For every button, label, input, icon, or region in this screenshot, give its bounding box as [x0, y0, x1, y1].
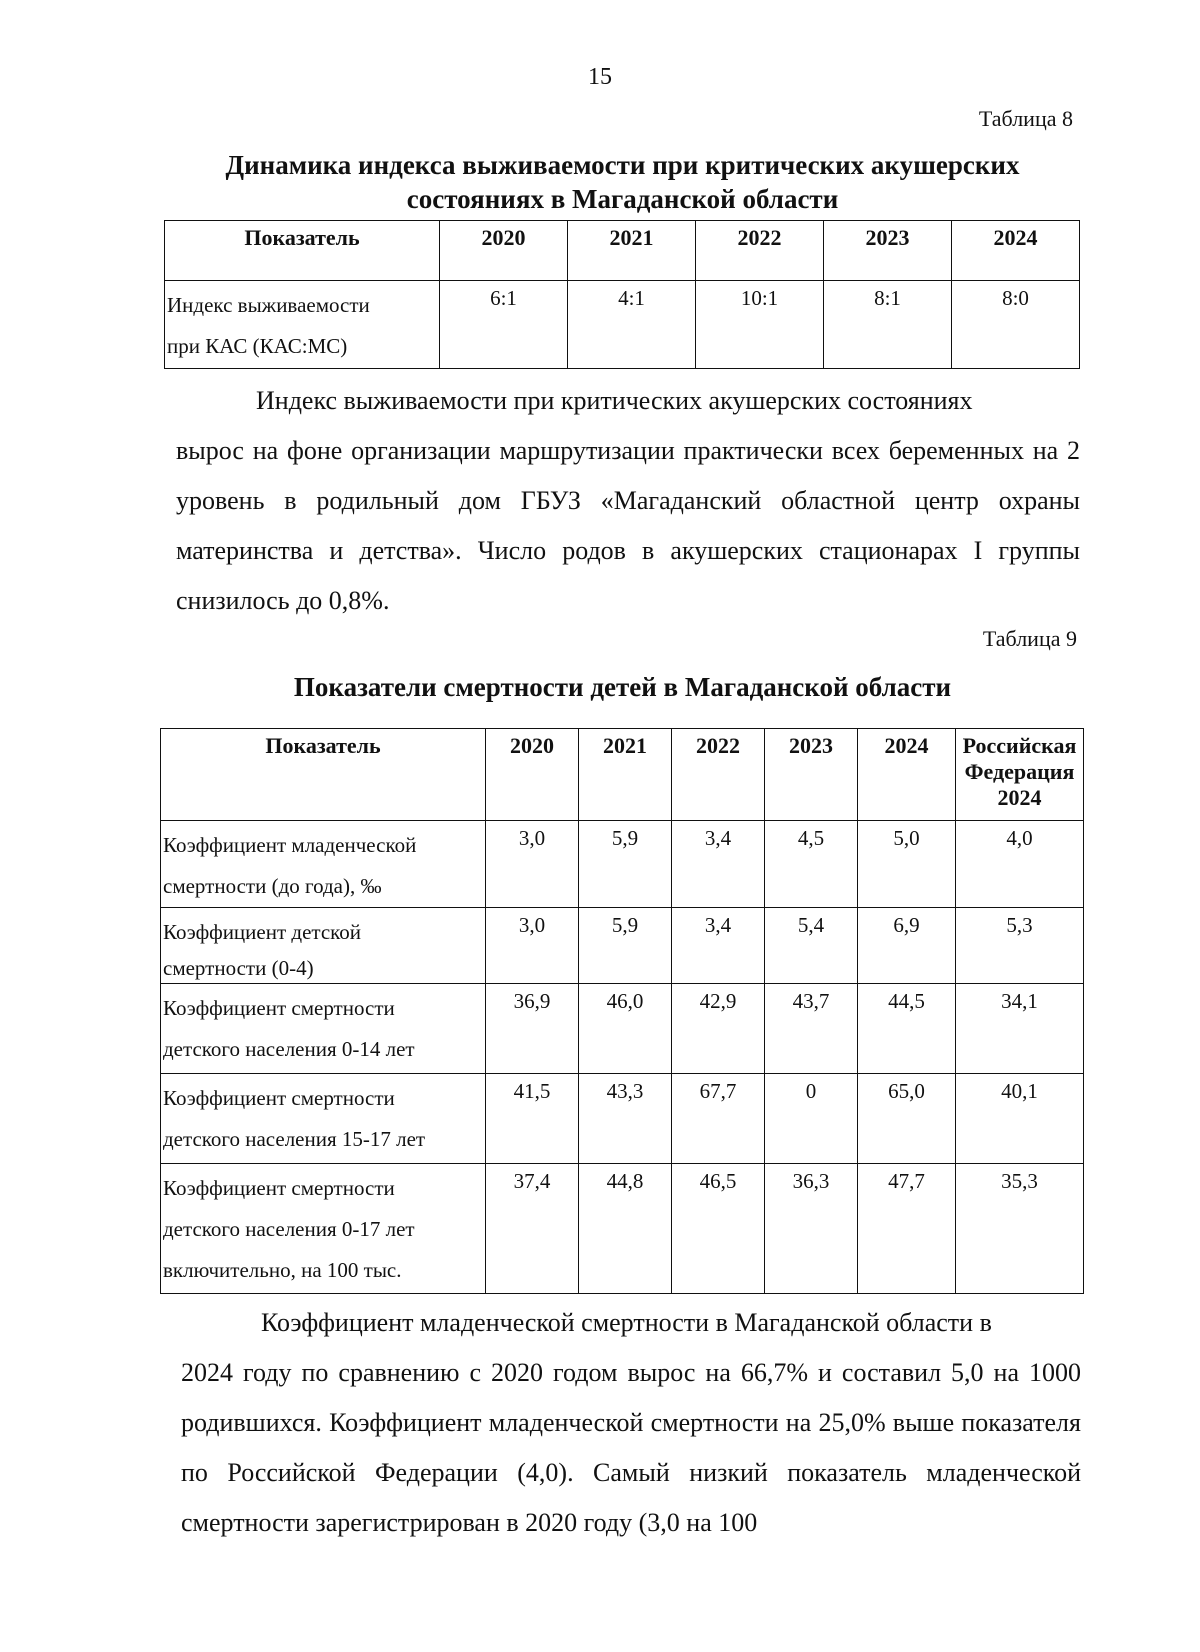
row-label-line: смертности (до года), ‰ — [163, 874, 382, 898]
table-cell: 5,0 — [858, 821, 956, 908]
row-label-line: детского населения 0-17 лет — [163, 1217, 415, 1241]
table-cell: 6,9 — [858, 908, 956, 984]
table-9 — [160, 728, 1084, 1294]
table-cell: 47,7 — [858, 1164, 956, 1294]
table-cell: 36,9 — [486, 984, 579, 1074]
column-header: 2022 — [696, 221, 824, 281]
header-line: Российская — [962, 733, 1077, 758]
table-cell: 4,5 — [765, 821, 858, 908]
row-label — [161, 1074, 486, 1164]
paragraph-2-first-line: Коэффициент младенческой смертности в Магаданской области в — [261, 1308, 992, 1337]
table-cell: 65,0 — [858, 1074, 956, 1164]
table-cell: 36,3 — [765, 1164, 858, 1294]
table-cell: 3,4 — [672, 908, 765, 984]
table-cell: 43,3 — [579, 1074, 672, 1164]
row-label-line: Индекс выживаемости — [167, 293, 370, 317]
column-header: Показатель — [161, 729, 486, 821]
row-label-line: включительно, на 100 тыс. — [163, 1258, 402, 1282]
row-label-line: Коэффициент смертности — [163, 996, 395, 1020]
table-cell: 5,3 — [956, 908, 1084, 984]
table-row — [161, 1074, 1084, 1164]
table-cell: 8:0 — [952, 281, 1080, 369]
table-cell: 44,8 — [579, 1164, 672, 1294]
row-label-line: смертности (0-4) — [163, 956, 314, 980]
table-cell: 37,4 — [486, 1164, 579, 1294]
row-label — [161, 984, 486, 1074]
page-number: 15 — [588, 64, 612, 90]
table-cell: 4:1 — [568, 281, 696, 369]
row-label — [161, 821, 486, 908]
table-8-title-line-2: состояниях в Магаданской области — [406, 184, 839, 214]
table-row — [161, 984, 1084, 1074]
column-header: 2023 — [765, 729, 858, 821]
row-label — [161, 908, 486, 984]
table-9-header-row — [161, 729, 1084, 821]
paragraph-1 — [176, 376, 1080, 626]
table-cell: 67,7 — [672, 1074, 765, 1164]
table-cell: 10:1 — [696, 281, 824, 369]
row-label-line: Коэффициент детской — [163, 920, 362, 944]
table-9-label: Таблица 9 — [982, 626, 1077, 651]
row-label-line: Коэффициент смертности — [163, 1086, 395, 1110]
table-cell: 46,0 — [579, 984, 672, 1074]
column-header: 2020 — [486, 729, 579, 821]
table-cell: 5,9 — [579, 821, 672, 908]
table-cell: 44,5 — [858, 984, 956, 1074]
table-cell: 5,9 — [579, 908, 672, 984]
table-row — [161, 821, 1084, 908]
table-row — [165, 281, 1080, 369]
column-header: 2023 — [824, 221, 952, 281]
column-header: Показатель — [165, 221, 440, 281]
header-line: Федерация — [964, 759, 1075, 784]
row-label-line: Коэффициент младенческой — [163, 833, 417, 857]
table-cell: 3,0 — [486, 908, 579, 984]
table-cell: 6:1 — [440, 281, 568, 369]
column-header: 2024 — [858, 729, 956, 821]
table-8 — [164, 220, 1080, 369]
paragraph-1-text: вырос на фоне организации маршрутизации практически всех беременных на 2 уровень в родильный дом ГБУЗ «Магаданский областной центр охраны материнства и детства». Число родов в акушерских стационарах I группы снизилось до 0,8%. — [176, 436, 1080, 615]
column-header-russian-federation — [956, 729, 1084, 821]
column-header: 2021 — [568, 221, 696, 281]
table-8-label: Таблица 8 — [978, 106, 1073, 131]
table-cell: 42,9 — [672, 984, 765, 1074]
column-header: 2021 — [579, 729, 672, 821]
table-cell: 43,7 — [765, 984, 858, 1074]
column-header: 2022 — [672, 729, 765, 821]
paragraph-2-text: 2024 году по сравнению с 2020 годом вырос на 66,7% и составил 5,0 на 1000 родившихся. Коэффициент младенческой смертности на 25,0% выше показателя по Российской Федерации (4,0). Самый низкий показатель младенческой смертности зарегистрирован в 2020 году (3,0 на 100 — [181, 1358, 1081, 1537]
table-cell: 40,1 — [956, 1074, 1084, 1164]
table-8-header-row — [165, 221, 1080, 281]
table-8-title-line-1: Динамика индекса выживаемости при критических акушерских — [225, 150, 1020, 180]
row-label-line: детского населения 0-14 лет — [163, 1037, 415, 1061]
table-cell: 46,5 — [672, 1164, 765, 1294]
table-cell: 5,4 — [765, 908, 858, 984]
table-row — [161, 1164, 1084, 1294]
table-cell: 41,5 — [486, 1074, 579, 1164]
table-cell: 3,4 — [672, 821, 765, 908]
row-label-line: при КАС (КАС:МС) — [167, 334, 348, 358]
row-label-line: Коэффициент смертности — [163, 1176, 395, 1200]
paragraph-1-first-line: Индекс выживаемости при критических акушерских состояниях — [256, 386, 973, 415]
column-header: 2020 — [440, 221, 568, 281]
table-cell: 34,1 — [956, 984, 1084, 1074]
paragraph-2 — [181, 1298, 1081, 1548]
table-cell: 3,0 — [486, 821, 579, 908]
table-cell: 35,3 — [956, 1164, 1084, 1294]
row-label-line: детского населения 15-17 лет — [163, 1127, 426, 1151]
table-8-title — [150, 148, 1095, 216]
row-label — [161, 1164, 486, 1294]
column-header: 2024 — [952, 221, 1080, 281]
row-label — [165, 281, 440, 369]
table-cell: 4,0 — [956, 821, 1084, 908]
table-cell: 8:1 — [824, 281, 952, 369]
header-line: 2024 — [997, 785, 1042, 810]
table-cell: 0 — [765, 1074, 858, 1164]
table-9-title: Показатели смертности детей в Магаданской области — [293, 672, 952, 702]
table-row — [161, 908, 1084, 984]
